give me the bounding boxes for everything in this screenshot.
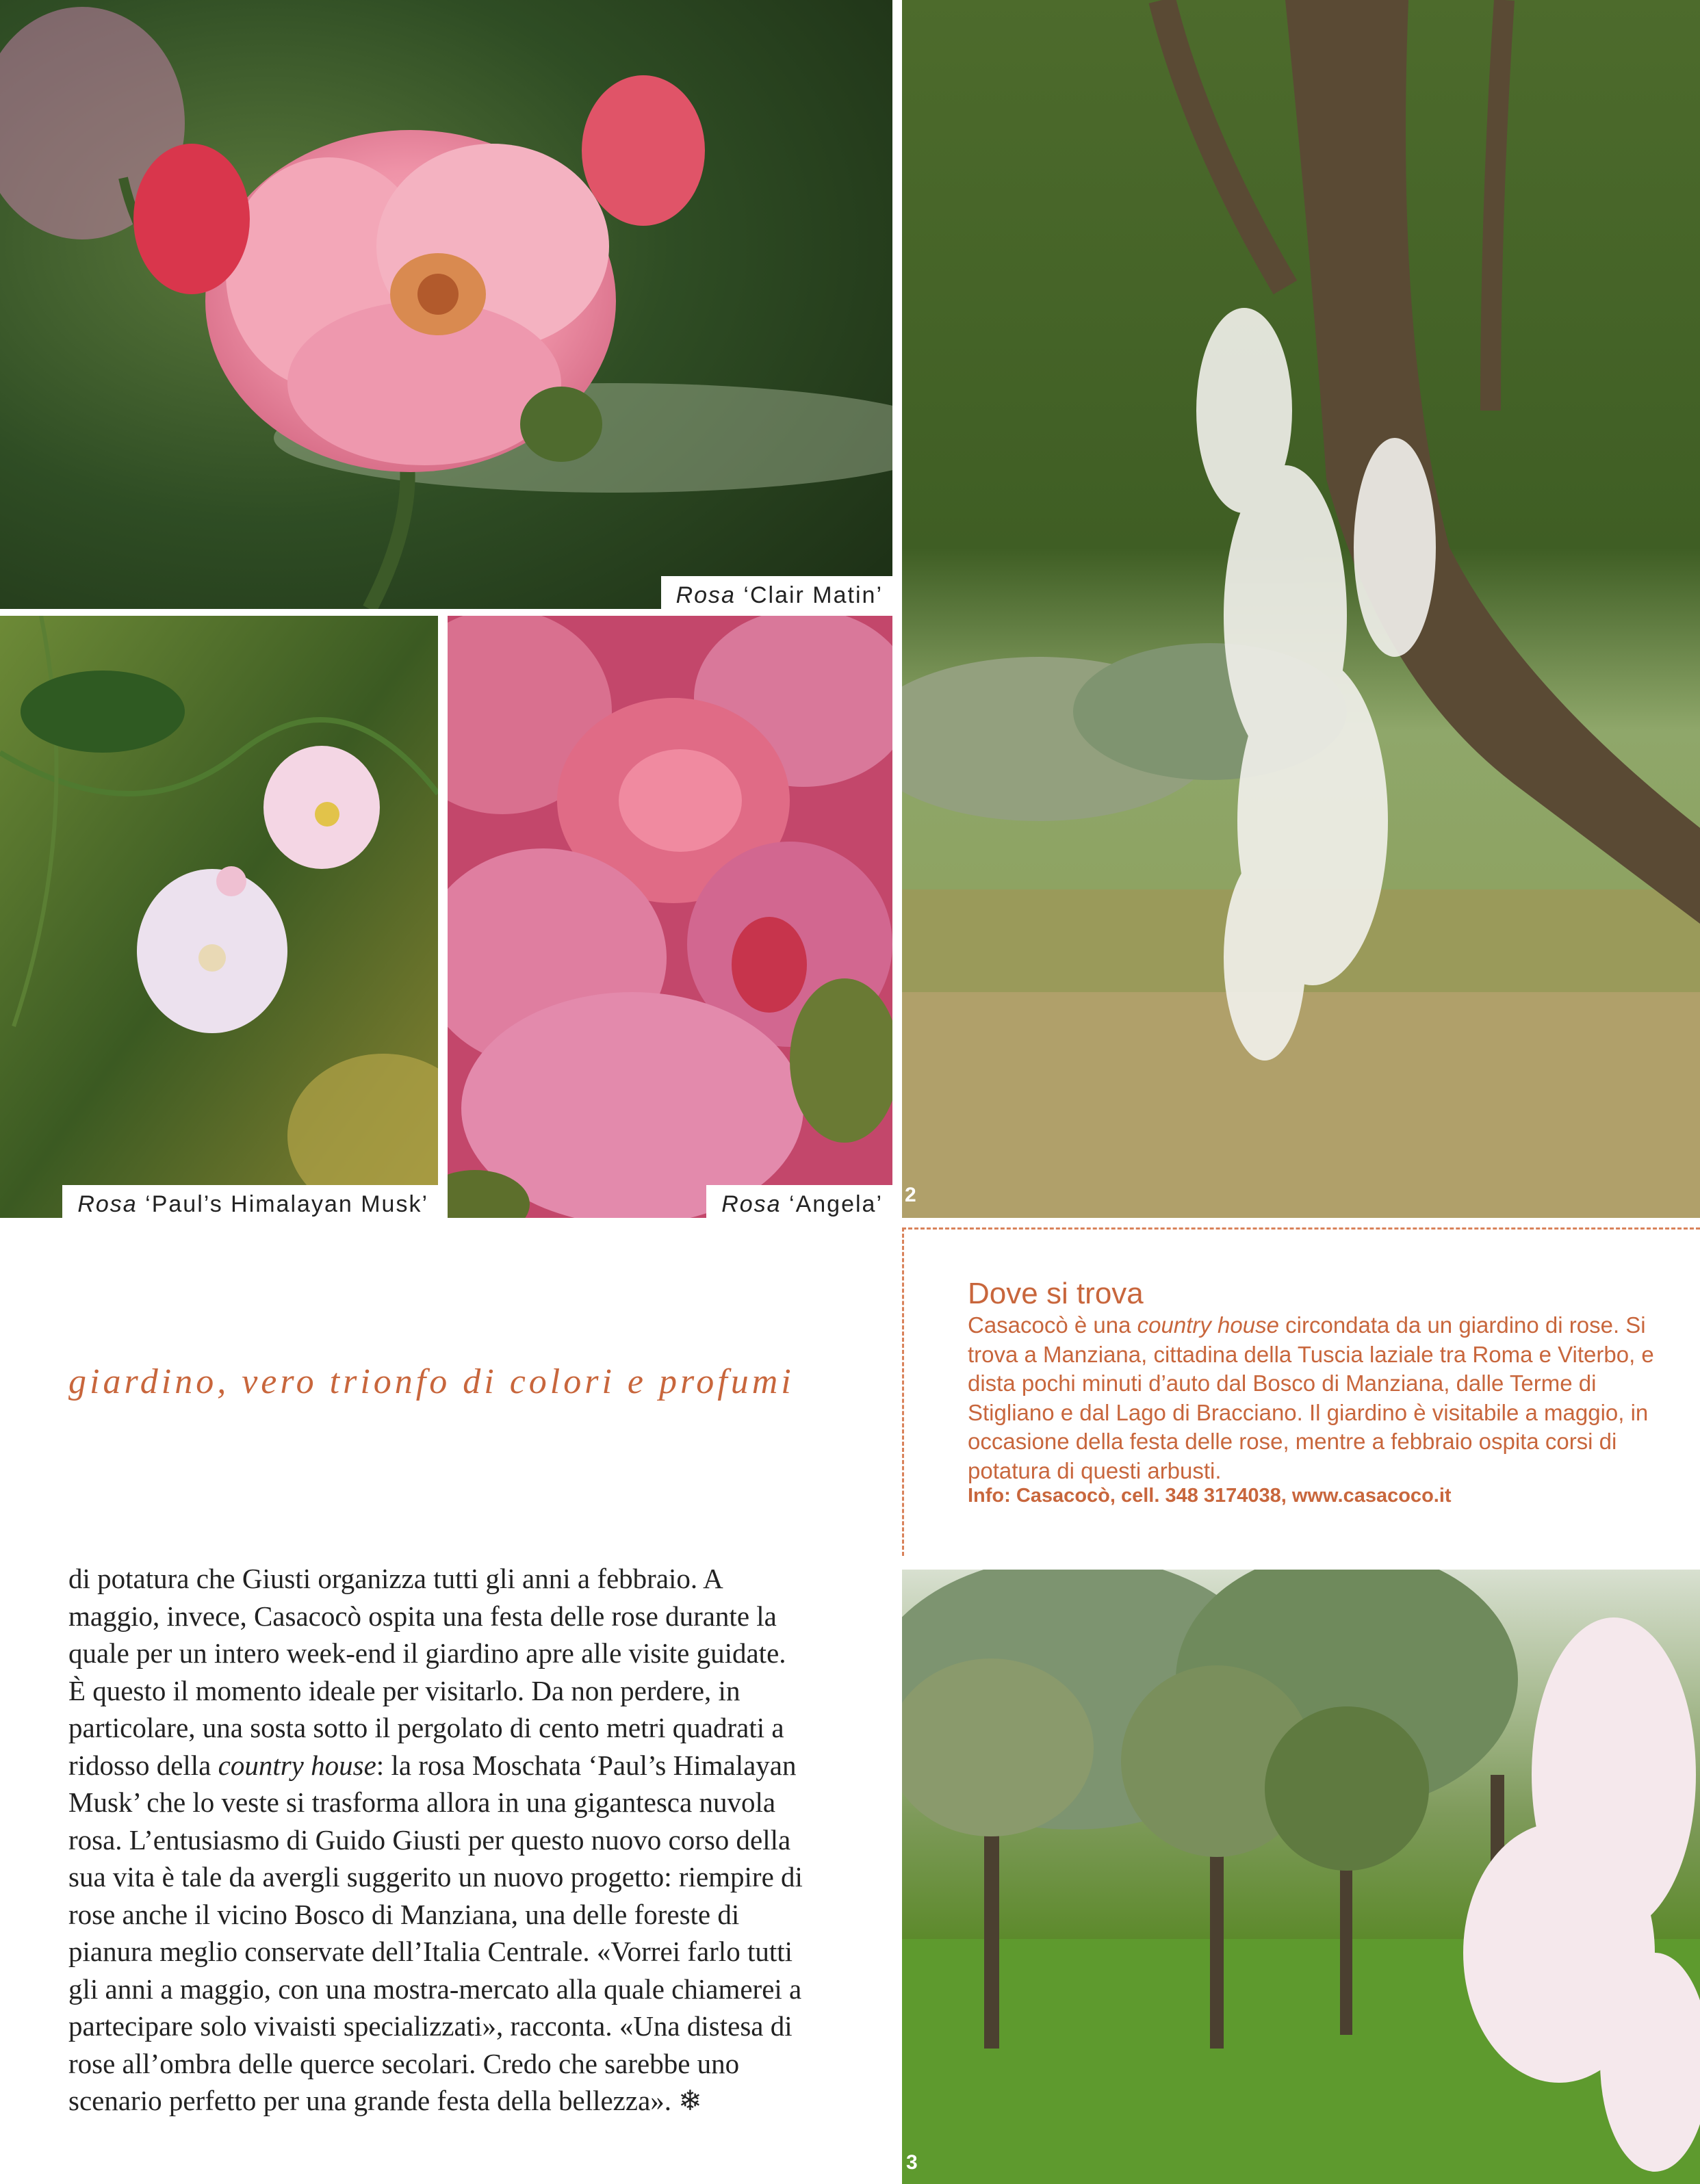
photo-number-3: 3 bbox=[906, 2151, 918, 2174]
body-text-part2: : la rosa Moschata ‘Paul’s Himalayan Musk’ che lo veste si trasforma allora in una gigantesca nuvola rosa. L’entusiasmo di Guido Giusti per questo nuovo corso della sua vita è tale da avergli suggerito un nuovo progetto: riempire di rose anche il vicino Bosco di Manziana, una delle foreste di pianura meglio conservate dell’Italia Centrale. «Vorrei farlo tutti gli anni a maggio, con una mostra-mercato alla quale chiamerei a partecipare solo vivaisti specializzati», racconta. «Una distesa di rose all’ombra delle querce secolari. Credo che sarebbe uno scenario perfetto per una grande festa della bellezza». bbox=[68, 1749, 803, 2116]
caption-pauls-himalayan-musk bbox=[62, 1185, 438, 1222]
rose-pauls-himalayan-image bbox=[0, 616, 438, 1218]
info-text-end: circondata da un giardino di rose. Si trova a Manziana, cittadina della Tuscia laziale tra Roma e Viterbo, e dista pochi minuti d’auto dal Bosco di Manziana, dalle Terme di Stigliano e dal Lago di Bracciano. Il giardino è visitabile a maggio, in occasione della festa delle rose, mentre a febbraio ospita corsi di potatura di questi arbusti. bbox=[968, 1312, 1654, 1483]
pull-quote: giardino, vero trionfo di colori e profumi bbox=[68, 1362, 795, 1401]
caption-clair-matin bbox=[661, 576, 892, 613]
caption-genus: Rosa bbox=[77, 1191, 138, 1217]
body-text-part1: di potatura che Giusti organizza tutti gli anni a febbraio. A maggio, invece, Casacocò ospita una festa delle rose durante la quale per un intero week-end il giardino apre alle visite guidate. È questo il momento ideale per visitarlo. Da non perdere, in particolare, una sosta sotto il pergolato di cento metri quadrati a ridosso della bbox=[68, 1563, 786, 1781]
photo-rosa-clair-matin bbox=[0, 0, 892, 609]
photo-rosa-pauls-himalayan-musk bbox=[0, 616, 438, 1218]
photo-olive-grove-roses bbox=[902, 1570, 1700, 2184]
photo-number-2: 2 bbox=[905, 1184, 916, 1206]
rose-clair-matin-image bbox=[0, 0, 892, 609]
tree-rose-image bbox=[902, 0, 1700, 1218]
caption-genus: Rosa bbox=[675, 582, 736, 608]
info-text-start: Casacocò è una bbox=[968, 1312, 1137, 1338]
info-box-text bbox=[968, 1311, 1679, 1485]
photo-rosa-angela bbox=[448, 616, 892, 1218]
body-text-em: country house bbox=[218, 1749, 376, 1781]
info-contact: Info: Casacocò, cell. 348 3174038, www.casacoco.it bbox=[968, 1485, 1452, 1507]
caption-cultivar: ‘Paul’s Himalayan Musk’ bbox=[145, 1191, 428, 1217]
info-text-em: country house bbox=[1137, 1312, 1279, 1338]
caption-cultivar: ‘Angela’ bbox=[789, 1191, 883, 1217]
end-mark-icon: ❄ bbox=[678, 2085, 702, 2116]
article-body bbox=[68, 1560, 808, 2120]
info-box-title: Dove si trova bbox=[968, 1277, 1144, 1310]
caption-genus: Rosa bbox=[721, 1191, 782, 1217]
olive-grove-image bbox=[902, 1570, 1700, 2184]
photo-tree-climbing-rose bbox=[902, 0, 1700, 1218]
caption-angela bbox=[706, 1185, 892, 1222]
rose-angela-image bbox=[448, 616, 892, 1218]
caption-cultivar: ‘Clair Matin’ bbox=[743, 582, 883, 608]
